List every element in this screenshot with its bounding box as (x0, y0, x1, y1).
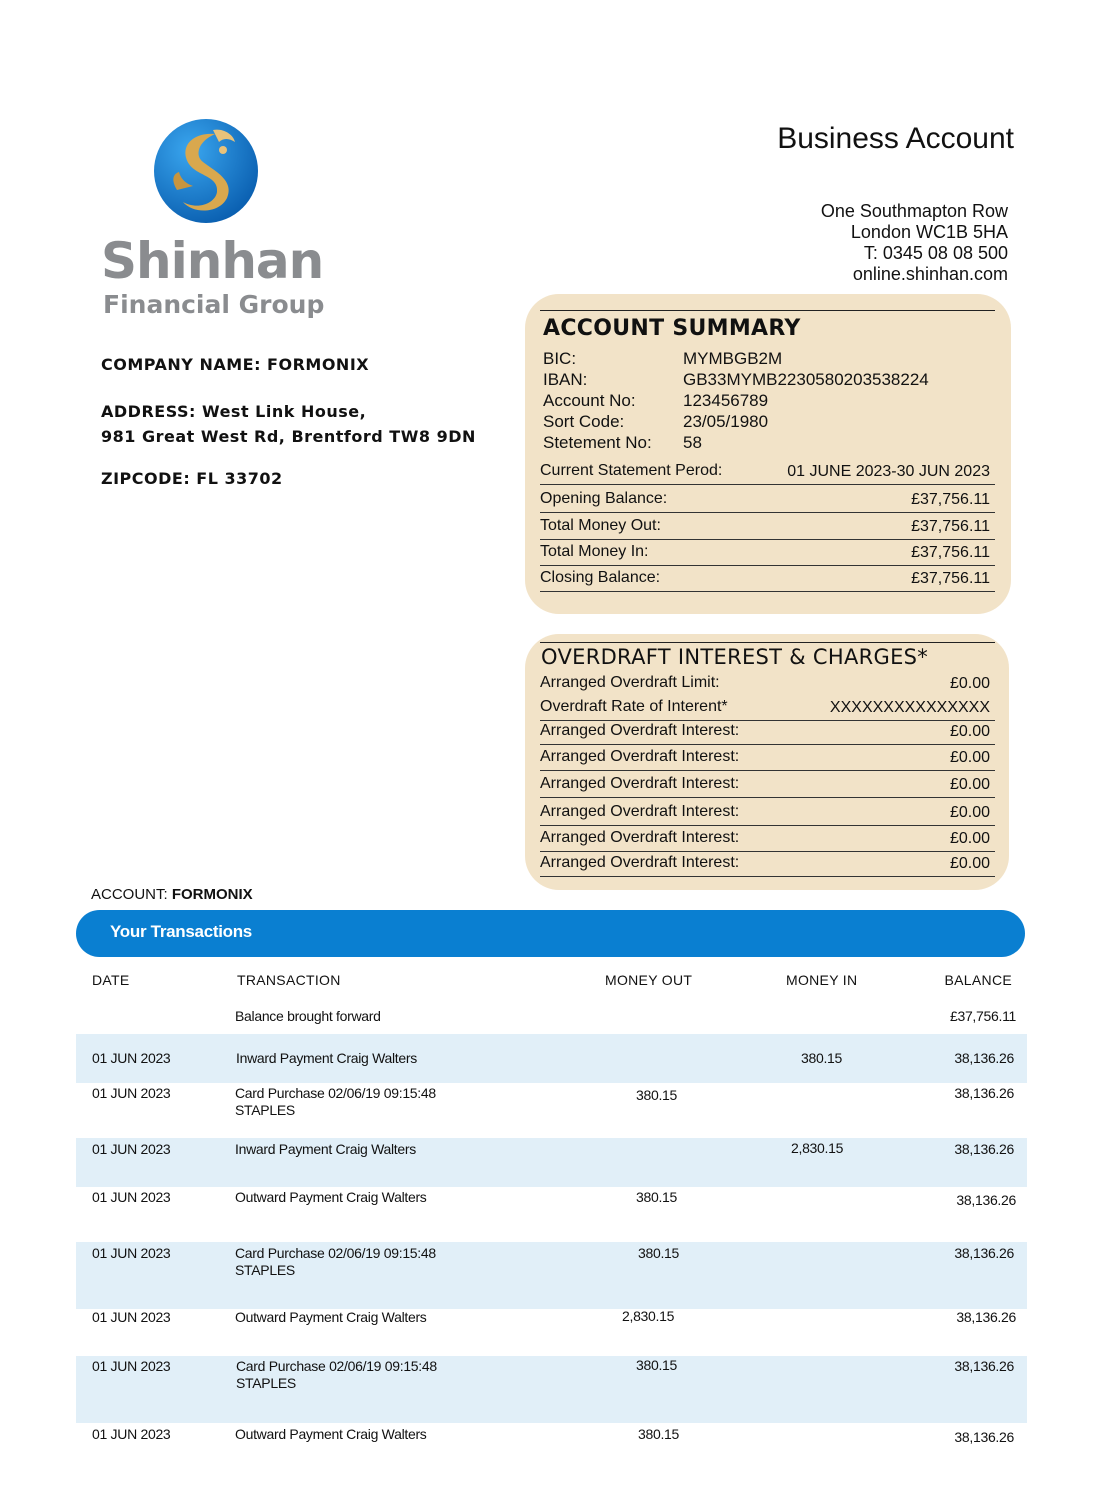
divider (540, 310, 995, 311)
transaction-description: Outward Payment Craig Walters (235, 1189, 427, 1205)
line-value: XXXXXXXXXXXXXXX (829, 699, 990, 716)
bank-address (821, 201, 1008, 285)
detail-value: 23/05/1980 (683, 412, 769, 431)
detail-label: Account No: (543, 391, 636, 410)
transaction-date: 01 JUN 2023 (92, 1189, 171, 1205)
transaction-money-out: 380.15 (638, 1245, 680, 1261)
line-value: £37,756.11 (911, 570, 990, 587)
line-value: 01 JUNE 2023-30 JUN 2023 (787, 463, 990, 480)
transaction-money-in: 380.15 (801, 1050, 843, 1066)
column-header-money-out: MONEY OUT (605, 972, 693, 988)
transaction-description: Outward Payment Craig Walters (235, 1309, 427, 1325)
account-name: FORMONIX (171, 886, 253, 903)
transaction-description: Inward Payment Craig Walters (236, 1050, 417, 1066)
line-label: Closing Balance: (540, 569, 661, 586)
transaction-money-in: 2,830.15 (791, 1140, 844, 1156)
transaction-date: 01 JUN 2023 (92, 1050, 171, 1066)
overdraft-line (540, 827, 995, 852)
summary-line-total-money-in (540, 539, 995, 566)
transaction-balance: 38,136.26 (956, 1192, 1016, 1208)
column-header-money-in: MONEY IN (786, 972, 858, 988)
company-address-line: 981 Great West Rd, Brentford TW8 9DN (101, 427, 476, 446)
divider (540, 642, 995, 643)
line-value: £0.00 (949, 675, 990, 692)
line-label: Overdraft Rate of Interent* (540, 698, 728, 715)
line-label: Arranged Overdraft Interest: (540, 775, 740, 792)
column-header-date: DATE (92, 972, 130, 988)
transaction-date: 01 JUN 2023 (92, 1245, 171, 1261)
transaction-merchant: STAPLES (236, 1375, 296, 1391)
transaction-balance: 38,136.26 (954, 1050, 1014, 1066)
summary-line-total-money-out (540, 513, 995, 540)
line-value: £0.00 (949, 855, 990, 872)
overdraft-line (540, 852, 995, 877)
bank-address-line: One Southmapton Row (820, 201, 1008, 221)
document-title: Business Account (777, 122, 1014, 155)
transaction-balance: 38,136.26 (954, 1141, 1014, 1157)
detail-row (543, 369, 929, 390)
line-label: Arranged Overdraft Interest: (540, 854, 740, 871)
line-label: Arranged Overdraft Interest: (540, 722, 740, 739)
line-label: Total Money In: (540, 543, 649, 560)
detail-value: GB33MYMB2230580203538224 (683, 370, 929, 389)
overdraft-line (540, 696, 995, 721)
transactions-title: Your Transactions (110, 922, 252, 941)
line-label: Total Money Out: (540, 517, 661, 534)
detail-label: Stetement No: (543, 433, 652, 452)
transaction-balance: 38,136.26 (956, 1309, 1016, 1325)
company-zipcode: ZIPCODE: FL 33702 (101, 469, 283, 488)
transaction-balance: £37,756.11 (949, 1008, 1016, 1024)
company-address (101, 399, 476, 449)
detail-row (543, 432, 929, 453)
transaction-money-out: 2,830.15 (622, 1308, 675, 1324)
transaction-description: Balance brought forward (235, 1008, 381, 1024)
line-label: Opening Balance: (540, 490, 668, 507)
detail-value: 123456789 (683, 391, 769, 410)
detail-label: IBAN: (543, 370, 588, 389)
transaction-balance: 38,136.26 (954, 1429, 1014, 1445)
overdraft-heading: OVERDRAFT INTEREST & CHARGES* (541, 645, 929, 669)
brand-subtitle: Financial Group (103, 290, 325, 319)
detail-value: 58 (683, 433, 702, 452)
line-value: £0.00 (949, 749, 990, 766)
transaction-money-out: 380.15 (638, 1426, 680, 1442)
overdraft-line (540, 801, 995, 826)
overdraft-line (540, 672, 995, 696)
overdraft-line (540, 746, 995, 771)
line-label: Arranged Overdraft Limit: (540, 674, 720, 691)
detail-label: Sort Code: (543, 412, 625, 431)
transaction-balance: 38,136.26 (954, 1085, 1014, 1101)
transaction-money-out: 380.15 (636, 1087, 678, 1103)
transaction-money-out: 380.15 (636, 1357, 678, 1373)
detail-label: BIC: (543, 349, 577, 368)
account-summary-heading: ACCOUNT SUMMARY (543, 316, 801, 341)
line-label: Arranged Overdraft Interest: (540, 748, 740, 765)
column-header-balance: BALANCE (944, 972, 1012, 988)
row-stripe (76, 1138, 1027, 1187)
transaction-date: 01 JUN 2023 (92, 1426, 171, 1442)
row-stripe (76, 1356, 1027, 1423)
overdraft-line (540, 720, 995, 745)
transaction-description: Outward Payment Craig Walters (235, 1426, 427, 1442)
transaction-money-out: 380.15 (636, 1189, 678, 1205)
line-value: £0.00 (949, 804, 990, 821)
detail-value: MYMBGB2M (683, 349, 783, 368)
account-details (543, 348, 929, 453)
column-header-transaction: TRANSACTION (237, 972, 341, 988)
transaction-merchant: STAPLES (235, 1102, 295, 1118)
summary-line-statement-period (540, 458, 995, 485)
account-label (91, 886, 253, 903)
transaction-balance: 38,136.26 (954, 1358, 1014, 1374)
account-label-prefix: ACCOUNT: (91, 886, 172, 903)
transaction-date: 01 JUN 2023 (92, 1085, 171, 1101)
line-label: Arranged Overdraft Interest: (540, 829, 740, 846)
summary-line-closing-balance (540, 565, 995, 592)
company-name: COMPANY NAME: FORMONIX (101, 355, 370, 374)
detail-row (543, 411, 929, 432)
line-value: £0.00 (949, 776, 990, 793)
transaction-description: Card Purchase 02/06/19 09:15:48 (235, 1085, 436, 1101)
transaction-date: 01 JUN 2023 (92, 1358, 171, 1374)
transaction-merchant: STAPLES (235, 1262, 295, 1278)
transaction-date: 01 JUN 2023 (92, 1309, 171, 1325)
transaction-description: Card Purchase 02/06/19 09:15:48 (236, 1358, 437, 1374)
summary-line-opening-balance (540, 486, 995, 513)
detail-row (543, 348, 929, 369)
detail-row (543, 390, 929, 411)
line-value: £37,756.11 (911, 544, 990, 561)
bank-phone: T: 0345 08 08 500 (863, 243, 1008, 263)
line-value: £0.00 (949, 830, 990, 847)
overdraft-line (540, 773, 995, 798)
line-label: Arranged Overdraft Interest: (540, 803, 740, 820)
brand-name: Shinhan (101, 232, 324, 290)
bank-address-line: London WC1B 5HA (850, 222, 1008, 242)
transaction-description: Inward Payment Craig Walters (235, 1141, 416, 1157)
transaction-description: Card Purchase 02/06/19 09:15:48 (235, 1245, 436, 1261)
transaction-balance: 38,136.26 (954, 1245, 1014, 1261)
bank-website-link[interactable]: online.shinhan.com (852, 264, 1008, 284)
company-address-line: ADDRESS: West Link House, (101, 402, 367, 421)
line-value: £37,756.11 (911, 518, 990, 535)
transaction-date: 01 JUN 2023 (92, 1141, 171, 1157)
line-value: £37,756.11 (911, 491, 990, 508)
line-value: £0.00 (949, 723, 990, 740)
line-label: Current Statement Perod: (540, 462, 723, 479)
shinhan-logo-icon (153, 118, 259, 224)
row-stripe (76, 1242, 1027, 1309)
row-stripe (76, 1034, 1027, 1083)
